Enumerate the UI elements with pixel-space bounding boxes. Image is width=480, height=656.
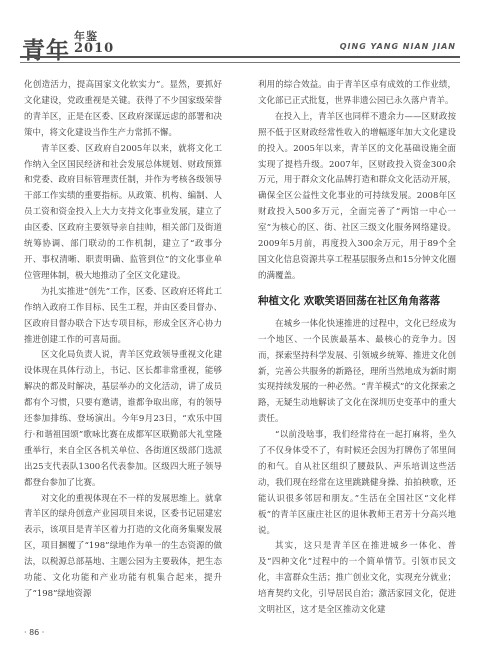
paragraph: 对文化的重视体现在不一样的发展思维上。就拿青羊区的绿舟创意产业园项目来说，区委书记屈建宏表示，该项目是青羊区着力打造的文化商务集聚发展区，项目捆覆了“198”绿地作为单一的生态资源的做法，以税源总部基地、主题公园为主要载体，把生态功能、文化功能和产业功能有机集合起来，提升了“198”绿地资源	[24, 493, 222, 599]
paragraph: 为扎实推进“创先”工作，区委、区政府还将此工作纳入政府工作目标、民生工程，并由区委目督办、区政府目督办联合下达专项目标，形成全区齐心协力推进创建工作的可喜局面。	[24, 286, 222, 345]
left-column	[24, 78, 222, 603]
paragraph: 化创造活力，提高国家文化软实力”。显然，要抓好文化建设，党政重视是关键。获得了不少国家级荣誉的青羊区，正是在区委、区政府深谋远虑的部署和决策中，将文化建设当作生产力常抓不懈。	[24, 80, 222, 138]
page-number: · 86 ·	[24, 628, 45, 637]
section-heading: 种植文化 欢歌笑语回荡在社区角角落落	[258, 294, 441, 307]
paragraph: 在投入上，青羊区也同样不遗余力——区财政按照不低于区财政经常性收入的增幅逐年加大文化建设的投入。2005年以来，青羊区的文化基础设施全面实现了提档升级。2007年，区财政投入资金300余万元，用于群众文化品牌打造和群众文化活动开展，确保全区公益性文化事业的可持续发展。2008年区财政投入500多万元，全面完善了“两馆一中心一室”为核心的区、街、社区三级文化服务网络建设。2009年5月前，再度投入300余万元，用于89个全国文化信息资源共享工程基层服务点和15分钟文化圈的满覆盖。	[258, 111, 456, 281]
paragraph: 区文化局负责人说，青羊区党政领导重视文化建设体现在具体行动上，书记、区长都非常重视，能够解决的都及时解决，基层举办的文化活动，讲了成员都有个习惯，只要有邀请，谁都争取出席，有的领导还参加排练、登场演出。今年9月23日，“欢乐中国行·和谐祖国颂”歌咏比赛在成都军区联勤部大礼堂隆重举行，来自全区各机关单位、各街道区级部门选派出25支代表队1300名代表参加。区级四大班子领导都登台参加了比赛。	[24, 350, 222, 488]
logo-text: 青年	[22, 37, 70, 64]
header-pinyin: QING YANG NIAN JIAN	[339, 42, 456, 51]
right-column	[258, 78, 456, 619]
header-rule	[20, 56, 460, 63]
paragraph: 其实，这只是青羊区在推进城乡一体化、普及“四种文化”过程中的一个简单情节。引领市民文化，丰富群众生活；推广创业文化，实现充分就业；培育契约文化，引导居民自治；激活家园文化，促进文明社区，这才是全区推动文化建	[258, 541, 456, 616]
page-header	[0, 0, 480, 72]
paragraph: “以前没啥事，我们经常待在一起打麻将，坐久了不仅身体受不了，有时候还会因为打牌伤了邻里间的和气。自从社区组织了腰鼓队、声乐培训这些活动，我们现在经常在这里跳跳健身操、拍拍秧歌，还能认识很多邻居和朋友。”生活在全国社区“文化样板”的青羊区康庄社区的退休教师王君芳十分高兴地说。	[258, 430, 456, 536]
paragraph: 在城乡一体化快速推进的过程中，文化已经成为一个地区、一个民族最基本、最核心的竞争力。因而，探索坚持科学发展、引领城乡统筹、推进文化创新，完善公共服务的新路径，理所当然地成为新时期实现持续发展的一种必然。“青羊模式”的文化探索之路，无疑生动地解读了文化在深圳历史变革中的重大责任。	[258, 318, 456, 425]
yearbook-label: 年鉴	[74, 30, 98, 43]
yearbook-year: 2010	[74, 41, 115, 56]
paragraph: 青羊区委、区政府自2005年以来，就将文化工作纳入全区国民经济和社会发展总体规划、财政预算和党委、政府目标管理责任制，并作为考核各级领导干部工作实绩的重要指标。从政策、机构、编制、人员工资和资金投入上大力支持文化事业发展，建立了由区委、区政府主要领导亲自挂帅，相关部门及街道统筹协调、部门联动的工作机制，建立了“政事分开、事权清晰、职责明确、监管到位”的文化事业单位管理体制，极大地推动了全区文化建设。	[24, 143, 222, 281]
paragraph: 利用的综合效益。由于青羊区卓有成效的工作业绩，文化部已正式批复，世界非遗公园已永久落户青羊。	[258, 80, 456, 106]
